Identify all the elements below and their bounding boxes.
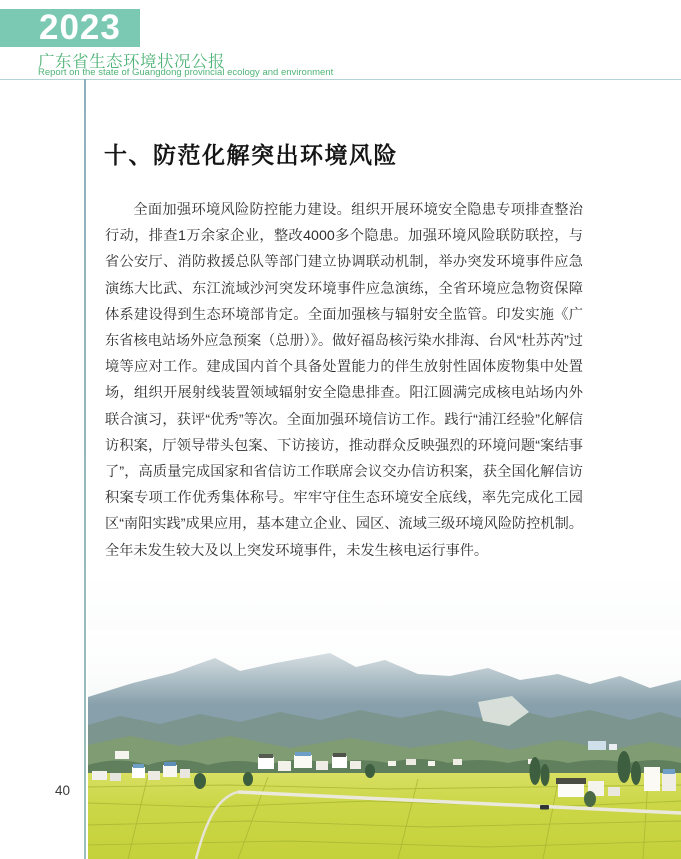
margin-vertical-rule <box>84 79 86 859</box>
page-number: 40 <box>55 783 71 798</box>
header-horizontal-rule <box>0 79 681 80</box>
landscape-photo-svg <box>88 575 681 859</box>
body-paragraph: 全面加强环境风险防控能力建设。组织开展环境安全隐患专项排查整治行动，排查1万余家企业，整改4000多个隐患。加强环境风险联防联控，与省公安厅、消防救援总队等部门建立协调联动机制，举办突发环境事件应急演练大比武、东江流域沙河突发环境事件应急演练，全省环境应急物资保障体系建设得到生态环境部肯定。全面加强核与辐射安全监管。印发实施《广东省核电站场外应急预案（总册）》。做好福岛核污染水排海、台风“杜苏芮”过境等应对工作。建成国内首个具备处置能力的伴生放射性固体废物集中处置场，组织开展射线装置领域辐射安全隐患排查。阳江圆满完成核电站场内外联合演习，获评“优秀”等次。全面加强环境信访工作。践行“浦江经验”化解信访积案，厅领导带头包案、下访接访，推动群众反映强烈的环境问题“案结事了”，高质量完成国家和省信访工作联席会议交办信访积案，获全国化解信访积案专项工作优秀集体称号。牢牢守住生态环境安全底线，率先完成化工园区“南阳实践”成果应用，基本建立企业、园区、流域三级环境风险防控机制。全年未发生较大及以上突发环境事件，未发生核电运行事件。 <box>105 202 583 559</box>
report-title-en: Report on the state of Guangdong provincial ecology and environment <box>38 67 334 78</box>
photo-car <box>540 805 549 810</box>
landscape-photo <box>88 575 681 859</box>
report-title-zh: 广东省生态环境状况公报 <box>38 53 225 71</box>
section-heading: 十、防范化解突出环境风险 <box>104 143 398 168</box>
year-badge: 2023 <box>0 9 140 47</box>
